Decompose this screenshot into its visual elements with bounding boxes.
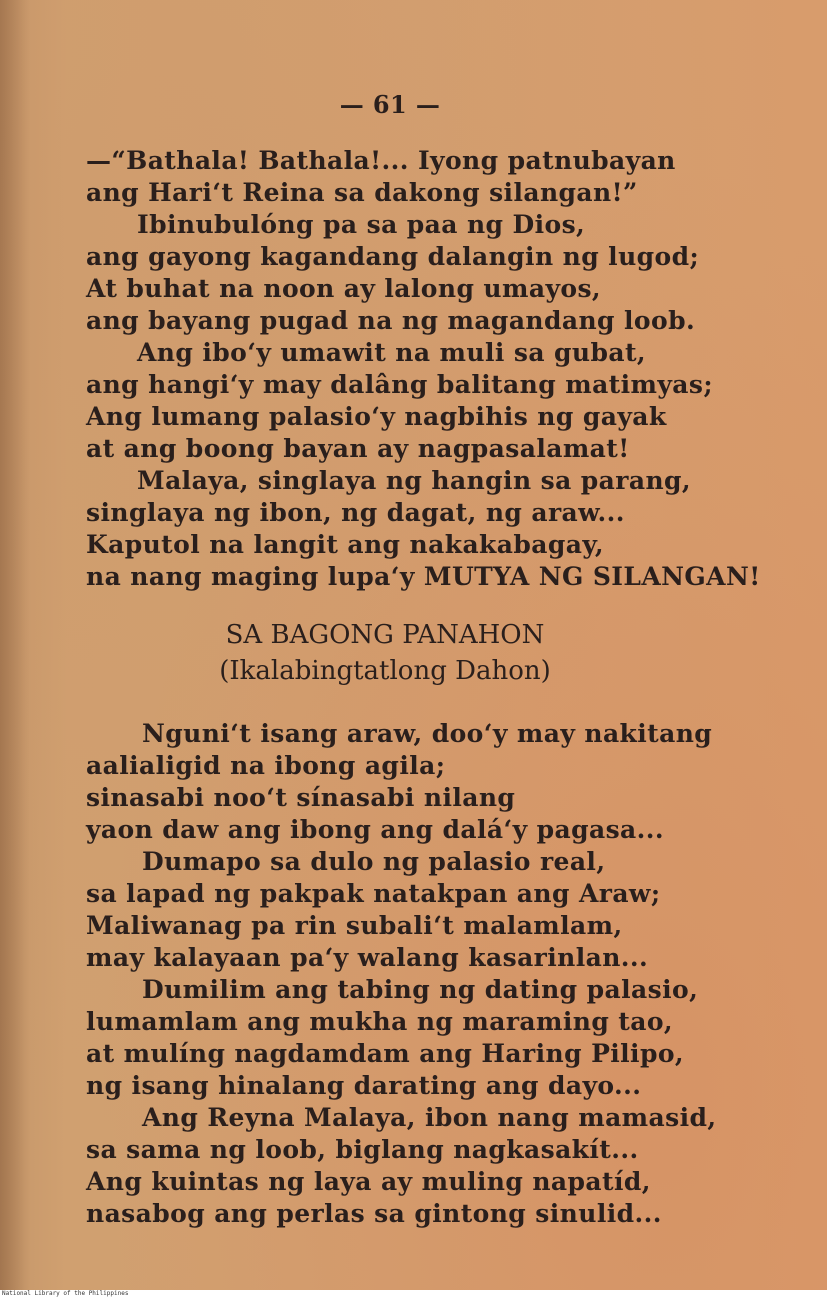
poem-line: singlaya ng ibon, ng dagat, ng araw...: [86, 498, 625, 527]
poem-line: Ang Reyna Malaya, ibon nang mamasid,: [142, 1103, 717, 1132]
footer-credit: National Library of the Philippines: [2, 1290, 129, 1297]
poem-line: Kaputol na langit ang nakakabagay,: [86, 530, 604, 559]
poem-line: lumamlam ang mukha ng maraming tao,: [86, 1007, 674, 1036]
poem-line: sa sama ng loob, biglang nagkasakít...: [86, 1135, 639, 1164]
poem-line: Dumilim ang tabing ng dating palasio,: [142, 975, 699, 1004]
poem-line: ng isang hinalang darating ang dayo...: [86, 1071, 642, 1100]
poem-line: Ang kuintas ng laya ay muling napatíd,: [86, 1167, 651, 1196]
poem-line: aalialigid na ibong agila;: [86, 751, 446, 780]
poem-line: at ang boong bayan ay nagpasalamat!: [86, 434, 630, 463]
poem-line: sa lapad ng pakpak natakpan ang Araw;: [86, 879, 661, 908]
poem-line: —“Bathala! Bathala!... Iyong patnubayan: [86, 146, 676, 175]
poem-line: Ibinubulóng pa sa paa ng Dios,: [137, 210, 586, 239]
poem-line: ang gayong kagandang dalangin ng lugod;: [86, 242, 700, 271]
poem-line: Nguni‘t isang araw, doo‘y may nakitang: [142, 719, 713, 748]
poem-line: At buhat na noon ay lalong umayos,: [86, 274, 602, 303]
section-subtitle: (Ikalabingtatlong Dahon): [219, 656, 551, 686]
poem-line: nasabog ang perlas sa gintong sinulid...: [86, 1199, 662, 1228]
poem-line: Dumapo sa dulo ng palasio real,: [142, 847, 606, 876]
poem-line: at mulíng nagdamdam ang Haring Pilipo,: [86, 1039, 685, 1068]
poem-line: Ang lumang palasio‘y nagbihis ng gayak: [86, 402, 667, 431]
poem-line: ang Hari‘t Reina sa dakong silangan!”: [86, 178, 638, 207]
poem-line: na nang maging lupa‘y MUTYA NG SILANGAN!: [86, 562, 761, 591]
poem-line: ang bayang pugad na ng magandang loob.: [86, 306, 696, 335]
poem-line: may kalayaan pa‘y walang kasarinlan...: [86, 943, 649, 972]
poem-line: Ang ibo‘y umawit na muli sa gubat,: [137, 338, 647, 367]
page-number: — 61 —: [339, 90, 441, 119]
section-title: SA BAGONG PANAHON: [225, 620, 545, 650]
poem-line: sinasabi noo‘t sínasabi nilang: [86, 783, 516, 812]
footer-bar: [0, 1290, 827, 1298]
poem-line: ang hangi‘y may dalâng balitang matimyas;: [86, 370, 713, 399]
poem-line: Malaya, singlaya ng hangin sa parang,: [137, 466, 692, 495]
poem-line: yaon daw ang ibong ang dalá‘y pagasa...: [86, 815, 664, 844]
poem-line: Maliwanag pa rin subali‘t malamlam,: [86, 911, 623, 940]
